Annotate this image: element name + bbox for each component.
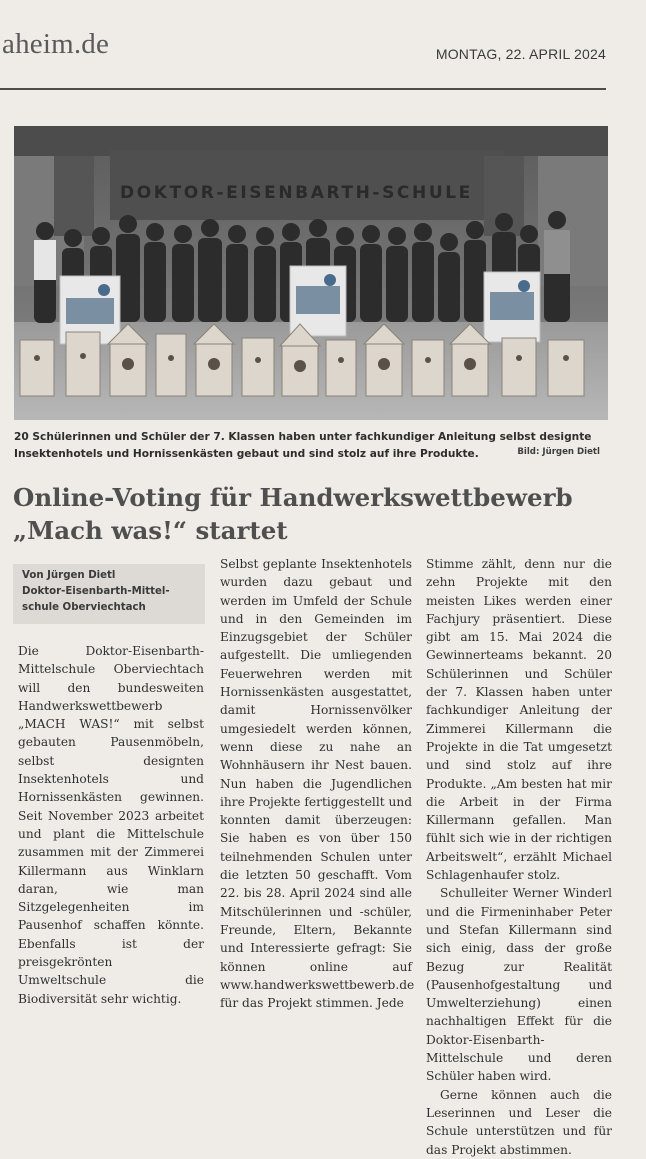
article-headline [13, 481, 613, 547]
headline-line-2: „Mach was!“ startet [13, 516, 288, 545]
article-paragraph: Die Doktor-Eisenbarth-Mittelschule Oberviechtach will den bundesweiten Handwerkswettbewerb „MACH WAS!“ mit selbst gebauten Pausenmöbeln, selbst designten Insektenhotels und Hornissenkästen gewinnen. Seit November 2023 arbeitet und plant die Mittelschule zusammen mit der Zimmerei Killermann aus Winklarn daran, wie man Sitzgelegenheiten im Pausenhof schaffen könnte. Ebenfalls ist der preisgekrönten Umweltschule die Biodiversität sehr wichtig. [18, 644, 204, 1006]
byline-affiliation-1: Doktor-Eisenbarth-Mittel- [22, 586, 170, 597]
article-column-3 [426, 555, 612, 1159]
headline-line-1: Online-Voting für Handwerkswettbewerb [13, 483, 573, 512]
building-lettering: DOKTOR-EISENBARTH-SCHULE [120, 183, 473, 203]
article-paragraph: Schulleiter Werner Winderl und die Firmeninhaber Peter und Stefan Killermann sind sich einig, dass der große Bezug zur Realität (Pausenhofgestaltung und Umwelterziehung) einen nachhaltigen Effekt für die Doktor-Eisenbarth-Mittelschule und deren Schüler haben wird. [426, 886, 612, 1084]
article-paragraph: Stimme zählt, denn nur die zehn Projekte mit den meisten Likes werden einer Fachjury präsentiert. Diese gibt am 15. Mai 2024 die Gewinnerteams bekannt. 20 Schülerinnen und Schüler der 7. Klassen haben unter fachkundiger Anleitung der Zimmerei Killermann die Projekte in die Tat umgesetzt und sind stolz auf ihre Produkte. „Am besten hat mir die Arbeit in der Firma Killermann gefallen. Man fühlt sich wie in der richtigen Arbeitswelt“, erzählt Michael Schlagenhaufer stolz. [426, 557, 612, 883]
byline-affiliation-2: schule Oberviechtach [22, 602, 146, 613]
article-paragraph: Selbst geplante Insektenhotels wurden dazu gebaut und werden im Umfeld der Schule und in den Gemeinden im Einzugsgebiet der Schüler aufgestellt. Die umliegenden Feuerwehren werden mit Hornissenkästen ausgestattet, damit Hornissenvölker umgesiedelt werden können, wenn diese zu nahe an Wohnhäusern ihr Nest bauen. Nun haben die Jugendlichen ihre Projekte fertiggestellt und konnten damit überzeugen: Sie haben es von über 150 teilnehmenden Schulen unter die letzten 50 geschafft. Vom 22. bis 28. April 2024 sind alle Mitschülerinnen und -schüler, Freunde, Eltern, Bekannte und Interessierte gefragt: Sie können online auf www.handwerkswettbewerb.de für das Projekt stimmen. Jede [220, 557, 415, 1011]
article-column-1 [18, 642, 204, 1008]
site-name: aheim.de [2, 28, 110, 60]
photo-credit: Bild: Jürgen Dietl [517, 447, 600, 457]
masthead [0, 22, 646, 82]
article-photo [14, 126, 608, 420]
article-paragraph: Gerne können auch die Leserinnen und Leser die Schule unterstützen und für das Projekt abstimmen. [426, 1087, 612, 1157]
photo-caption: 20 Schülerinnen und Schüler der 7. Klassen haben unter fachkundiger Anleitung selbst designte Insektenhotels und Hornissenkästen gebaut und sind stolz auf ihre Produkte. [14, 431, 592, 460]
poster-right [484, 272, 540, 342]
publication-date: MONTAG, 22. APRIL 2024 [435, 46, 606, 62]
article-column-2 [220, 555, 415, 1012]
byline [22, 568, 206, 616]
group-photo [14, 126, 608, 420]
byline-author: Von Jürgen Dietl [22, 570, 116, 581]
header-rule [0, 88, 606, 90]
